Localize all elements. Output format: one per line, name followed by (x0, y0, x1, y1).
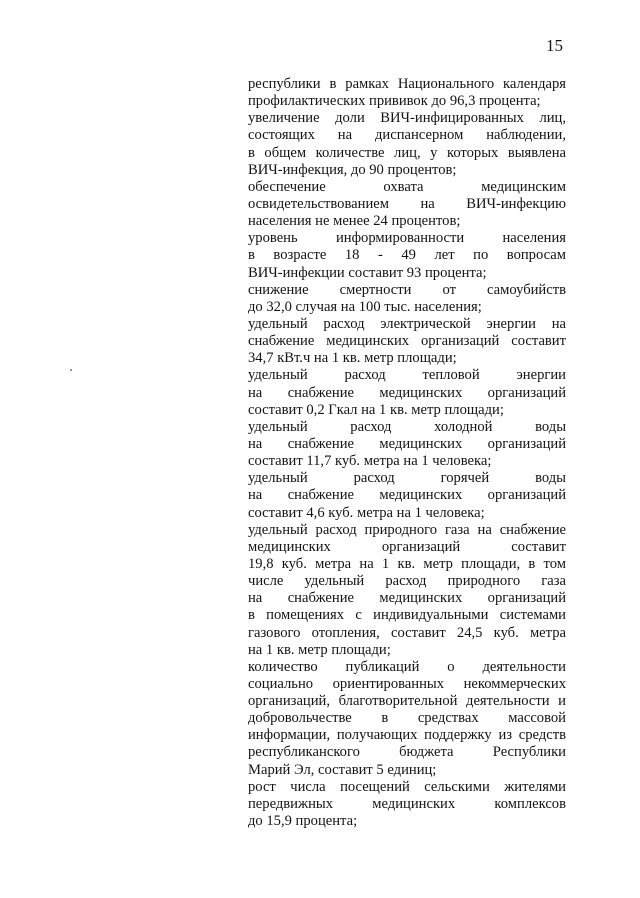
text-line: в помещениях с индивидуальными системами (248, 607, 566, 624)
text-line: профилактических прививок до 96,3 процента; (248, 93, 541, 110)
text-line: республиканского бюджета Республики (248, 744, 566, 761)
text-line: обеспечение охвата медицинским (248, 178, 566, 195)
text-line: состоящих на диспансерном наблюдении, (248, 127, 566, 144)
text-line: рост числа посещений сельскими жителями (248, 778, 566, 795)
text-line: газового отопления, составит 24,5 куб. метра (248, 624, 566, 641)
text-line: в общем количестве лиц, у которых выявлена (248, 144, 566, 161)
text-line: на снабжение медицинских организаций (248, 487, 566, 504)
text-line: удельный расход электрической энергии на (248, 315, 566, 332)
text-line: республики в рамках Национального календаря (248, 76, 566, 92)
text-line: составит 4,6 куб. метра на 1 человека; (248, 504, 485, 521)
text-line: уровень информированности населения (248, 230, 566, 247)
document-body-text (248, 76, 566, 830)
text-line: социально ориентированных некоммерческих (248, 675, 566, 692)
text-line: удельный расход горячей воды (248, 470, 566, 487)
text-line: на 1 кв. метр площади; (248, 641, 391, 658)
text-line: ВИЧ-инфекция, до 90 процентов; (248, 161, 457, 178)
text-line: числе удельный расход природного газа (248, 573, 566, 590)
text-line: 34,7 кВт.ч на 1 кв. метр площади; (248, 350, 457, 367)
text-line: увеличение доли ВИЧ-инфицированных лиц, (248, 110, 566, 127)
text-line: составит 11,7 куб. метра на 1 человека; (248, 453, 492, 470)
text-line: добровольчестве в средствах массовой (248, 710, 566, 727)
text-line: 19,8 куб. метра на 1 кв. метр площади, в том (248, 555, 566, 572)
text-line: передвижных медицинских комплексов (248, 795, 566, 812)
text-line: снабжение медицинских организаций составит (248, 333, 566, 350)
text-line: Марий Эл, составит 5 единиц; (248, 761, 437, 778)
text-line: удельный расход холодной воды (248, 418, 566, 435)
text-line: медицинских организаций составит (248, 538, 566, 555)
text-line: удельный расход тепловой энергии (248, 367, 566, 384)
text-line: составит 0,2 Гкал на 1 кв. метр площади; (248, 401, 504, 418)
page-number: 15 (546, 36, 563, 55)
text-line: информации, получающих поддержку из средств (248, 727, 566, 744)
text-line: снижение смертности от самоубийств (248, 281, 566, 298)
text-line: освидетельствованием на ВИЧ-инфекцию (248, 195, 566, 212)
text-line: ВИЧ-инфекции составит 93 процента; (248, 264, 487, 281)
text-line: организаций, благотворительной деятельности и (248, 693, 566, 710)
scan-speck (70, 369, 72, 371)
text-line: на снабжение медицинских организаций (248, 435, 566, 452)
text-line: на снабжение медицинских организаций (248, 590, 566, 607)
text-line: на снабжение медицинских организаций (248, 384, 566, 401)
text-line: до 32,0 случая на 100 тыс. населения; (248, 298, 482, 315)
text-line: населения не менее 24 процентов; (248, 213, 461, 230)
text-line: в возрасте 18 - 49 лет по вопросам (248, 247, 566, 264)
text-line: до 15,9 процента; (248, 813, 358, 830)
text-line: количество публикаций о деятельности (248, 658, 566, 675)
text-line: удельный расход природного газа на снабжение (248, 521, 566, 538)
